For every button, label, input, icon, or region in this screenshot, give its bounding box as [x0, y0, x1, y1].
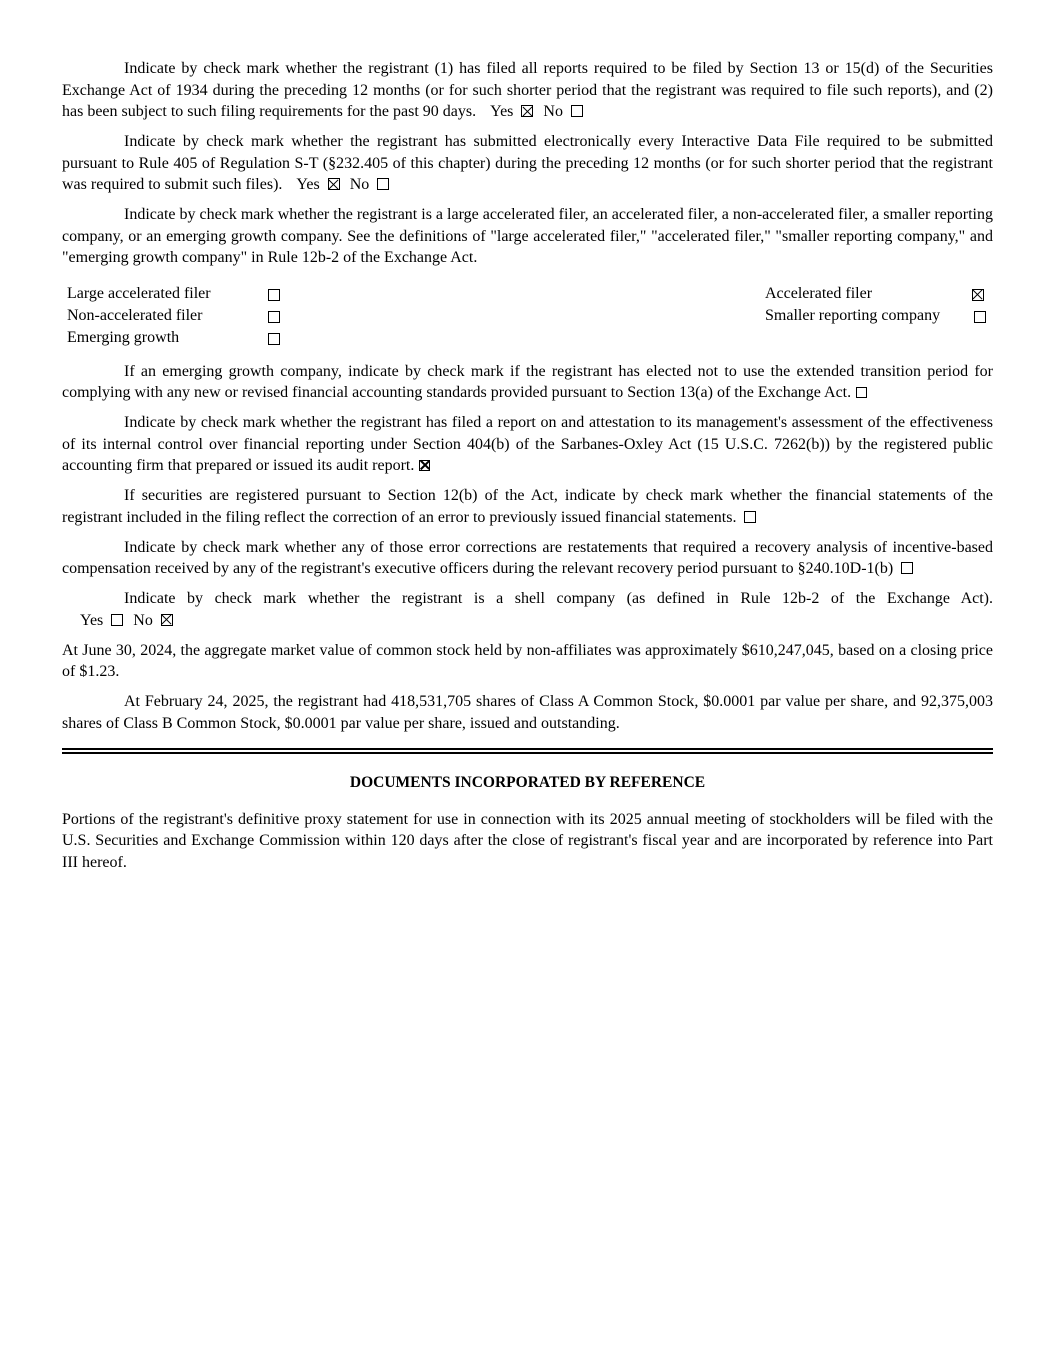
accelerated-filer-checkbox[interactable]: [972, 289, 984, 301]
shell-company-no-label: No: [133, 611, 153, 629]
error-correction-paragraph: [62, 485, 993, 528]
interactive-data-no-label: No: [349, 176, 370, 193]
reports-filed-no-label: No: [543, 103, 563, 120]
large-accelerated-filer-checkbox[interactable]: [268, 289, 280, 301]
emerging-growth-checkbox[interactable]: [268, 333, 280, 345]
shares-outstanding-paragraph: At February 24, 2025, the registrant had 418,531,705 shares of Class A Common Stock, $0.0001 par value per share, and 92,375,003 shares of Class B Common Stock, $0.0001 par value per share, issued and outstanding.: [62, 693, 993, 732]
document-page: [62, 0, 993, 873]
transition-period-paragraph: [62, 361, 993, 404]
shell-company-answer-row: [62, 610, 993, 632]
interactive-data-yes-checkbox[interactable]: [328, 178, 340, 190]
non-accelerated-filer-checkbox[interactable]: [268, 311, 280, 323]
smaller-reporting-company-checkbox[interactable]: [974, 311, 986, 323]
shell-company-yes-label: Yes: [80, 611, 104, 629]
transition-period-text: If an emerging growth company, indicate by check mark if the registrant has elected not to use the extended transition period for complying with any new or revised financial accounting standards provided pursuant to Section 13(a) of the Exchange Act.: [62, 362, 993, 401]
interactive-data-no-checkbox[interactable]: [377, 178, 389, 190]
emerging-growth-label: Emerging growth: [67, 328, 180, 346]
recovery-analysis-checkbox[interactable]: [901, 562, 913, 574]
internal-control-checkbox[interactable]: [419, 460, 430, 471]
reports-filed-no-checkbox[interactable]: [571, 105, 583, 117]
shell-company-text: Indicate by check mark whether the registrant is a shell company (as defined in Rule 12b-2 of the Exchange Act).: [124, 590, 993, 607]
interactive-data-text: Indicate by check mark whether the registrant has submitted electronically every Interactive Data File required to be submitted pursuant to Rule 405 of Regulation S-T (§232.405 of this chapter) during the preceding 12 months (or for such shorter period that the registrant was required to submit such files).: [62, 133, 993, 193]
large-accelerated-filer-label: Large accelerated filer: [67, 284, 211, 302]
accelerated-filer-label: Accelerated filer: [765, 284, 873, 302]
documents-heading: DOCUMENTS INCORPORATED BY REFERENCE: [349, 774, 706, 791]
shell-company-no-checkbox[interactable]: [161, 614, 173, 626]
error-correction-checkbox[interactable]: [744, 511, 756, 523]
documents-paragraph: Portions of the registrant's definitive proxy statement for use in connection with its 2025 annual meeting of stockholders will be filed with the U.S. Securities and Exchange Commission within 120 days after the close of registrant's fiscal year and are incorporated by reference into Part III hereof.: [62, 810, 993, 871]
reports-filed-text: Indicate by check mark whether the registrant (1) has filed all reports required to be filed by Section 13 or 15(d) of the Securities Exchange Act of 1934 during the preceding 12 months (or for such shorter period that the registrant was required to file such reports), and (2) has been subject to such filing requirements for the past 90 days.: [62, 60, 993, 120]
reports-filed-yes-label: Yes: [490, 103, 514, 120]
filer-status-table: [62, 283, 993, 349]
reports-filed-yes-checkbox[interactable]: [521, 105, 533, 117]
section-divider: [62, 748, 993, 754]
smaller-reporting-company-label: Smaller reporting company: [765, 306, 941, 324]
internal-control-text: Indicate by check mark whether the registrant has filed a report on and attestation to its management's assessment of the effectiveness of its internal control over financial reporting under Section 404(b) of the Sarbanes-Oxley Act (15 U.S.C. 7262(b)) by the registered public accounting firm that prepared or issued its audit report.: [62, 414, 993, 474]
filer-row-1: [67, 283, 993, 305]
error-correction-text: If securities are registered pursuant to Section 12(b) of the Act, indicate by check mark whether the financial statements of the registrant included in the filing reflect the correction of an error to previously issued financial statements.: [62, 487, 993, 526]
reports-filed-paragraph: [62, 58, 993, 123]
market-value-paragraph: At June 30, 2024, the aggregate market value of common stock held by non-affiliates was approximately $610,247,045, based on a closing price of $1.23.: [62, 641, 993, 680]
non-accelerated-filer-label: Non-accelerated filer: [67, 306, 203, 324]
recovery-analysis-text: Indicate by check mark whether any of those error corrections are restatements that required a recovery analysis of incentive-based compensation received by any of the registrant's executive officers during the relevant recovery period pursuant to §240.10D-1(b): [62, 538, 993, 577]
filer-row-2: [67, 305, 993, 327]
shell-company-yes-checkbox[interactable]: [111, 614, 123, 626]
internal-control-paragraph: [62, 412, 993, 477]
interactive-data-paragraph: [62, 131, 993, 196]
shell-company-paragraph: [62, 588, 993, 610]
interactive-data-yes-label: Yes: [296, 176, 320, 193]
transition-period-checkbox[interactable]: [856, 387, 867, 398]
recovery-analysis-paragraph: [62, 537, 993, 580]
filer-type-paragraph: Indicate by check mark whether the registrant is a large accelerated filer, an accelerated filer, a non-accelerated filer, a smaller reporting company, or an emerging growth company. See the definitions of "large accelerated filer," "accelerated filer," "smaller reporting company," and "emerging growth company" in Rule 12b-2 of the Exchange Act.: [62, 206, 993, 266]
filer-row-3: [67, 327, 993, 349]
